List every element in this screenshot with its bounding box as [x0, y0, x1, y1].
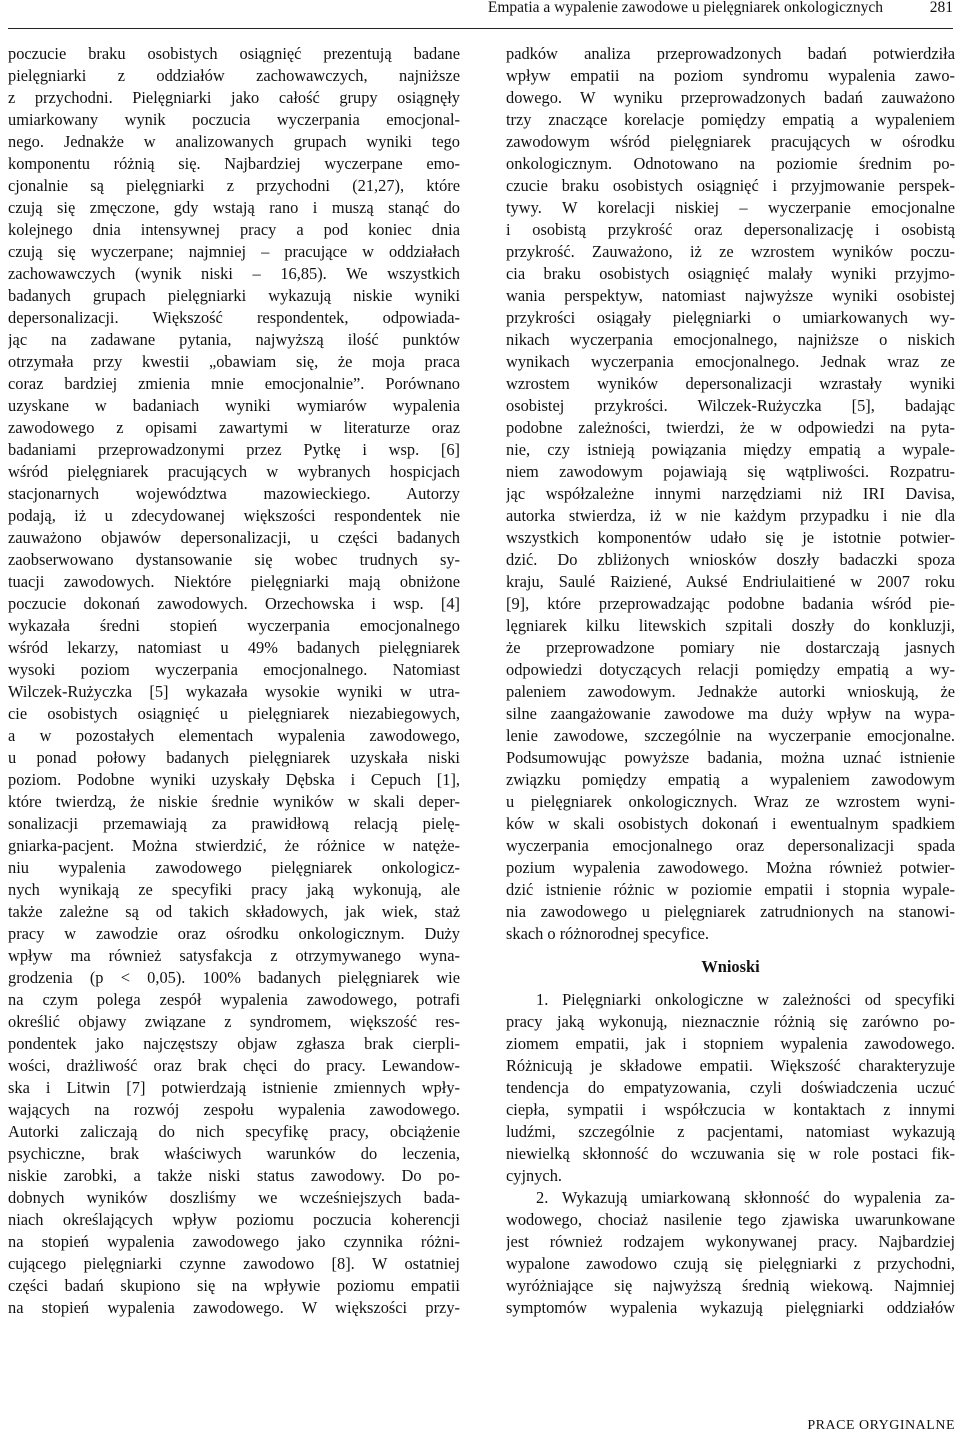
text-line: niskie zarobki, a także niski status zawodowy. Do po-: [8, 1166, 460, 1185]
text-line: jąc na zadawane pytania, najwyższą ilość punktów: [8, 330, 460, 349]
text-line: [9], które przeprowadzając podobne badania wśród pie-: [506, 594, 955, 613]
text-line: cyjnych.: [506, 1166, 562, 1185]
text-line: które twierdzą, że niskie średnie wyników w skali deper-: [8, 792, 460, 811]
text-line: badanych grupach pielęgniarki wykazują niskie wyniki: [8, 286, 460, 305]
text-line: wpływ ma również satysfakcja z otrzymywanego wyna-: [8, 946, 460, 965]
text-line: ska i Litwin [7] potwierdzają istnienie zmiennych wpły-: [8, 1078, 460, 1097]
text-line: wynikach wyczerpania emocjonalnego. Jednak wraz ze: [506, 352, 955, 371]
conclusion-item-2: [506, 1187, 955, 1319]
text-line: trzy znaczące korelacje pomiędzy empatią a wypaleniem: [506, 110, 955, 129]
text-line: nikach wyczerpania emocjonalnego, najniższe o niskich: [506, 330, 955, 349]
text-line: ludźmi, szczególnie z pacjentami, natomiast wykazują: [506, 1122, 955, 1141]
text-line: grodzenia (p < 0,05). 100% badanych pielęgniarek wie: [8, 968, 460, 987]
text-line: pielęgniarki z oddziałów zachowawczych, najniższe: [8, 66, 460, 85]
text-line: przykrość. Zauważono, iż ze wzrostem wyników poczu-: [506, 242, 955, 261]
text-line: wości, drażliwość oraz brak chęci do pracy. Lewandow-: [8, 1056, 460, 1075]
text-line: czucie braku osobistych osiągnięć i przyjmowanie perspek-: [506, 176, 955, 195]
text-line: niu wypalenia zawodowego pielęgniarek onkologicz-: [8, 858, 460, 877]
text-line: stacjonarnych województwa mazowieckiego. Autorzy: [8, 484, 460, 503]
text-line: dobnych wyników doszliśmy we wcześniejszych bada-: [8, 1188, 460, 1207]
text-line: symptomów wypalenia wykazują pielęgniarki oddziałów: [506, 1298, 955, 1317]
text-line: a w pozostałych elementach wypalenia zawodowego,: [8, 726, 460, 745]
text-line: otrzymała przy kwestii „obawiam się, że moja praca: [8, 352, 460, 371]
text-line: na stopień wypalenia zawodowego. W większości przy-: [8, 1298, 460, 1317]
text-line: tuacji zawodowych. Niektóre pielęgniarki mają obniżone: [8, 572, 460, 591]
text-line: wyczerpania emocjonalnego oraz depersonalizacji spada: [506, 836, 955, 855]
text-line: gniarka-pacjent. Można stwierdzić, że różnice w natęże-: [8, 836, 460, 855]
text-line: silne zaangażowanie zawodowe ma duży wpływ na wypa-: [506, 704, 955, 723]
text-line: 1. Pielęgniarki onkologiczne w zależności od specyfiki: [536, 990, 955, 1009]
text-line: onkologicznym. Odnotowano na poziomie średnim po-: [506, 154, 955, 173]
text-line: wania perspektyw, natomiast najwyższe wyniki osobistej: [506, 286, 955, 305]
text-line: na czym polega zespół wypalenia zawodowego, potrafi: [8, 990, 460, 1009]
text-line: związku pomiędzy empatią a wypaleniem zawodowym: [506, 770, 955, 789]
text-line: niem zawodowym pojawiają się wątpliwości. Rozpatru-: [506, 462, 955, 481]
text-line: autorka stwierdza, iż w nie każdym przypadku i nie dla: [506, 506, 955, 525]
text-line: tywy. W korelacji niskiej – wyczerpanie emocjonalne: [506, 198, 955, 217]
text-line: wśród pielęgniarek pracujących w wybranych hospicjach: [8, 462, 460, 481]
text-line: pracy jaką wykonują, nieznacznie różnią się zarówno po-: [506, 1012, 955, 1031]
text-line: badaniami przeprowadzonymi przez Pytkę i wsp. [6]: [8, 440, 460, 459]
text-line: cującego pielęgniarki czynne zawodowo [8]. W ostatniej: [8, 1254, 460, 1273]
text-line: określić objawy związane z syndromem, większość res-: [8, 1012, 460, 1031]
text-line: wszystkich komponentów udało się je istotnie potwier-: [506, 528, 955, 547]
text-line: poczucie dokonań zawodowych. Orzechowska i wsp. [4]: [8, 594, 460, 613]
text-line: dzić. Do zbliżonych wniosków doszły badaczki spoza: [506, 550, 955, 569]
text-line: cjonalnie są pielęgniarki z przychodni (21,27), które: [8, 176, 460, 195]
text-line: na stopień wypalenia zawodowego jako czynnika różni-: [8, 1232, 460, 1251]
text-line: paleniem zawodowym. Jednakże autorki wnioskują, że: [506, 682, 955, 701]
text-line: niewielką skłonność do wczuwania się w role postaci fik-: [506, 1144, 955, 1163]
text-line: kolejnego dnia intensywnej pracy a pod koniec dnia: [8, 220, 460, 239]
text-line: Wilczek-Rużyczka [5] wykazała wysokie wyniki w utra-: [8, 682, 460, 701]
text-line: sonalizacji przemawiają za prawidłową relacją pielę-: [8, 814, 460, 833]
text-line: cia braku osobistych osiągnięć malały wyniki przyjmo-: [506, 264, 955, 283]
text-line: wających na rozwój zespołu wypalenia zawodowego.: [8, 1100, 460, 1119]
text-line: z przychodni. Pielęgniarki jako całość grupy osiągnęły: [8, 88, 460, 107]
text-line: depersonalizacji. Większość respondentek, odpowiada-: [8, 308, 460, 327]
text-line: tendencja do empatyzowania, czyli doświadczenia uczuć: [506, 1078, 955, 1097]
text-line: zaobserwowano dystansowanie się wobec trudnych sy-: [8, 550, 460, 569]
text-line: i osobistą przykrość oraz depersonalizację i osobistą: [506, 220, 955, 239]
text-line: uzyskane w badaniach wyniki wymiarów wypalenia: [8, 396, 460, 415]
text-line: Autorki zaliczają do nich specyfikę pracy, obciążenie: [8, 1122, 460, 1141]
text-line: nie, czy istnieją powiązania między empatią a wypale-: [506, 440, 955, 459]
text-line: nia zawodowego u pielęgniarek zatrudnionych na stanowi-: [506, 902, 955, 921]
text-line: czują się wyczerpane; najmniej – pracujące w oddziałach: [8, 242, 460, 261]
text-line: także zależne są od takich składowych, jak wiek, staż: [8, 902, 460, 921]
text-line: pracy w zawodzie oraz ośrodku onkologicznym. Duży: [8, 924, 460, 943]
text-line: jest również rodzajem wykonywanej pracy. Najbardziej: [506, 1232, 955, 1251]
text-line: czują się zmęczone, gdy wstają rano i muszą stanąć do: [8, 198, 460, 217]
page-number: 281: [929, 0, 953, 16]
text-line: wyróżniające się najwyższą średnią wiekową. Najmniej: [506, 1276, 955, 1295]
running-title: Empatia a wypalenie zawodowe u pielęgniarek onkologicznych: [487, 0, 883, 16]
text-line: dzić istnienie różnic w poziomie empatii i stopnia wypale-: [506, 880, 955, 899]
text-line: podobne zależności, twierdzi, że w odpowiedzi na pyta-: [506, 418, 955, 437]
text-line: wypalone zawodowo czują się pielęgniarki z przychodni,: [506, 1254, 955, 1273]
text-line: nych wynikają ze specyfiki pracy jaką wykonują, ale: [8, 880, 460, 899]
text-line: Podsumowując powyższe badania, można uznać istnienie: [506, 748, 955, 767]
text-line: lęgniarek kilku litewskich szpitali doszły do konkluzji,: [506, 616, 955, 635]
text-line: wodowego, chociaż nasilenie tego zjawiska uwarunkowane: [506, 1210, 955, 1229]
text-line: ciepła, sympatii i współczucia w kontaktach z innymi: [506, 1100, 955, 1119]
text-line: ziomem empatii, jak i stopniem wypalenia zawodowego.: [506, 1034, 955, 1053]
text-line: wpływ empatii na poziom syndromu wypalenia zawo-: [506, 66, 955, 85]
text-line: psychiczne, brak właściwych warunków do leczenia,: [8, 1144, 460, 1163]
text-line: zauważono objawów depersonalizacji, u części badanych: [8, 528, 460, 547]
text-line: zawodowego z opisami zawartymi w literaturze oraz: [8, 418, 460, 437]
text-line: zachowawczych (wynik niski – 16,85). We wszystkich: [8, 264, 460, 283]
footer-section-label: PRACE ORYGINALNE: [807, 1418, 955, 1433]
text-line: że przeprowadzone pomiary nie dostarczają jasnych: [506, 638, 955, 657]
text-line: poziom. Podobne wyniki uzyskały Dębska i Cepuch [1],: [8, 770, 460, 789]
text-line: odpowiedzi dotyczących relacji pomiędzy empatią a wy-: [506, 660, 955, 679]
discussion-paragraph-continued: [506, 43, 955, 945]
text-line: lenie zawodowe, szczególnie na wyczerpanie emocjonalne.: [506, 726, 955, 745]
text-line: wzrostem wyników depersonalizacji wzrastały wyniki: [506, 374, 955, 393]
text-line: padków analiza przeprowadzonych badań potwierdziła: [506, 44, 955, 63]
text-line: umiarkowany wynik poczucia wyczerpania emocjonal-: [8, 110, 460, 129]
text-line: przykrości osiągały pielęgniarki o umiarkowanych wy-: [506, 308, 955, 327]
text-line: u pielęgniarek onkologicznych. Wraz ze wzrostem wyni-: [506, 792, 955, 811]
running-header: [8, 0, 953, 29]
text-line: coraz bardziej zmienia mnie emocjonalnie”. Porównano: [8, 374, 460, 393]
text-line: skach o różnorodnej specyfice.: [506, 924, 709, 943]
text-line: ków w skali osobistych dokonań i ewentualnym spadkiem: [506, 814, 955, 833]
text-line: u ponad połowy badanych pielęgniarek uzyskała niski: [8, 748, 460, 767]
text-line: dowego. W wyniku przeprowadzonych badań zauważono: [506, 88, 955, 107]
text-line: poczucie braku osobistych osiągnięć prezentują badane: [8, 44, 460, 63]
conclusions-heading: Wnioski: [701, 957, 760, 976]
text-line: kraju, Saulé Raiziené, Auksé Endriulaitiené w 2007 roku: [506, 572, 955, 591]
text-line: komponentu różnią się. Najbardziej wyczerpane emo-: [8, 154, 460, 173]
text-line: jąc współzależne innymi narzędziami niż IRI Davisa,: [506, 484, 955, 503]
text-line: części badań skupiono się na wpływie poziomu empatii: [8, 1276, 460, 1295]
left-text-column: [8, 43, 460, 1319]
text-line: osobistej przykrości. Wilczek-Rużyczka [5], badając: [506, 396, 955, 415]
text-line: nego. Jednakże w analizowanych grupach wyniki tego: [8, 132, 460, 151]
text-line: cie osobistych osiągnięć u pielęgniarek niezabiegowych,: [8, 704, 460, 723]
text-line: wśród lekarzy, natomiast u 49% badanych pielęgniarek: [8, 638, 460, 657]
text-line: wykazała średni stopień wyczerpania emocjonalnego: [8, 616, 460, 635]
conclusion-item-1: [506, 989, 955, 1187]
text-line: 2. Wykazują umiarkowaną skłonność do wypalenia za-: [536, 1188, 955, 1207]
text-line: zawodowym wśród pielęgniarek pracujących w ośrodku: [506, 132, 955, 151]
text-line: niach określających wpływ poziomu poczucia koherencji: [8, 1210, 460, 1229]
text-line: podają, iż u zdecydowanej większości respondentek nie: [8, 506, 460, 525]
text-line: pozium wypalenia zawodowego. Można również potwier-: [506, 858, 955, 877]
right-text-column: [506, 43, 955, 1319]
text-line: pondentek jako najczęstszy objaw zgłasza brak cierpli-: [8, 1034, 460, 1053]
text-line: Różnicują je składowe empatii. Większość charakteryzuje: [506, 1056, 955, 1075]
text-line: wysoki poziom wyczerpania emocjonalnego. Natomiast: [8, 660, 460, 679]
